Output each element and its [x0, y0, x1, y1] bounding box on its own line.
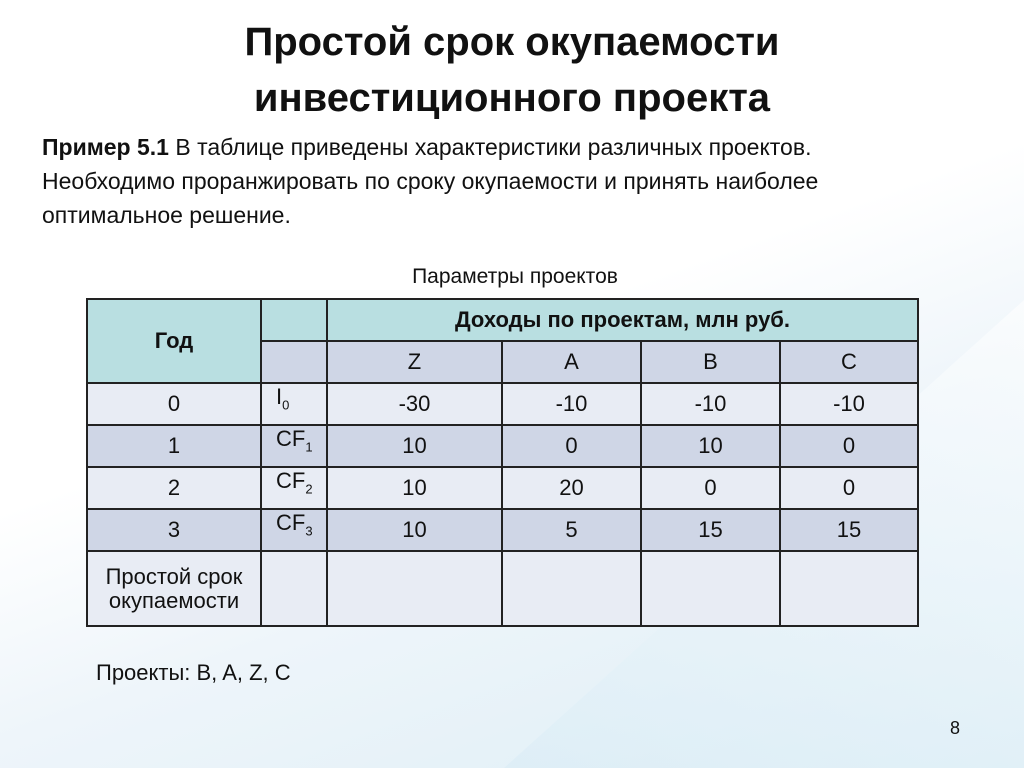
value-cell: 20 — [502, 467, 641, 509]
intro-paragraph — [42, 130, 942, 232]
value-cell: -10 — [502, 383, 641, 425]
example-text: В таблице приведены характеристики различных проектов. Необходимо проранжировать по сроку окупаемости и принять наиболее оптимальное решение. — [42, 134, 819, 228]
slide-title — [0, 14, 1024, 126]
income-header: Доходы по проектам, млн руб. — [327, 299, 918, 341]
table-row — [87, 383, 918, 425]
param-cell: $I_0$ — [261, 383, 327, 425]
value-cell: 0 — [502, 425, 641, 467]
value-cell: 15 — [641, 509, 780, 551]
param-cell: $CF_1$ — [261, 425, 327, 467]
value-cell: 0 — [780, 425, 918, 467]
header-empty — [261, 299, 327, 341]
table-row-payback — [87, 551, 918, 626]
empty-cell — [502, 551, 641, 626]
value-cell: 10 — [327, 509, 502, 551]
empty-cell — [261, 551, 327, 626]
value-cell: 0 — [780, 467, 918, 509]
result-text: Проекты: B, A, Z, C — [96, 660, 291, 685]
subheader-empty — [261, 341, 327, 383]
table-caption: Параметры проектов — [412, 265, 618, 288]
year-header: Год — [87, 299, 261, 383]
title-line-2: инвестиционного проекта — [253, 76, 771, 120]
project-header: A — [502, 341, 641, 383]
value-cell: 0 — [641, 467, 780, 509]
table-row — [87, 509, 918, 551]
year-cell: 3 — [87, 509, 261, 551]
year-cell: 1 — [87, 425, 261, 467]
project-header: Z — [327, 341, 502, 383]
value-cell: 5 — [502, 509, 641, 551]
projects-table — [86, 298, 919, 627]
payback-label: Простой срок окупаемости — [87, 551, 261, 626]
value-cell: 10 — [327, 425, 502, 467]
year-cell: 0 — [87, 383, 261, 425]
param-cell: $CF_3$ — [261, 509, 327, 551]
project-header: C — [780, 341, 918, 383]
table-row — [87, 467, 918, 509]
value-cell: 15 — [780, 509, 918, 551]
example-label: Пример 5.1 — [42, 134, 169, 160]
value-cell: 10 — [641, 425, 780, 467]
value-cell: -30 — [327, 383, 502, 425]
param-cell: $CF_2$ — [261, 467, 327, 509]
project-header: B — [641, 341, 780, 383]
table-row — [87, 425, 918, 467]
empty-cell — [780, 551, 918, 626]
title-line-1: Простой срок окупаемости — [244, 20, 780, 64]
value-cell: -10 — [780, 383, 918, 425]
value-cell: -10 — [641, 383, 780, 425]
empty-cell — [641, 551, 780, 626]
year-cell: 2 — [87, 467, 261, 509]
value-cell: 10 — [327, 467, 502, 509]
page-number: 8 — [950, 718, 961, 738]
empty-cell — [327, 551, 502, 626]
